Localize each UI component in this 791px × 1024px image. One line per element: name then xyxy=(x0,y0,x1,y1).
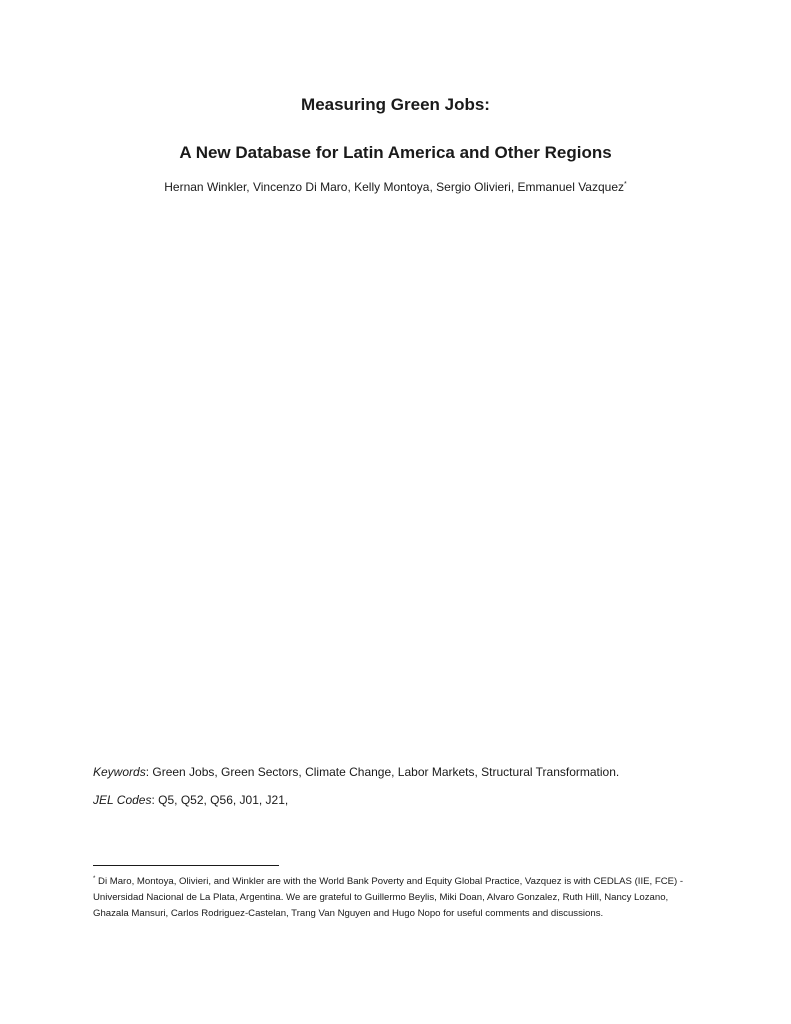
keywords-line xyxy=(93,765,713,779)
author-list xyxy=(0,180,791,194)
keywords-separator: : xyxy=(145,765,153,779)
jel-codes-label: JEL Codes xyxy=(93,793,152,807)
keywords-label: Keywords xyxy=(93,765,146,779)
footnote-text: Di Maro, Montoya, Olivieri, and Winkler are with the World Bank Poverty and Equity Global Practice, Vazquez is with CEDLAS (IIE, FCE) - Universidad Nacional de La Plata, Argentina. We are grateful to Guillermo Beylis, Miki Doan, Alvaro Gonzalez, Ruth Hill, Nancy Lozano, Ghazala Mansuri, Carlos Rodriguez-Castelan, Trang Van Nguyen and Hugo Nopo for useful comments and discussions. xyxy=(93,876,684,919)
footnote xyxy=(93,874,693,922)
footnote-marker: * xyxy=(93,875,96,882)
jel-codes-text: Q5, Q52, Q56, J01, J21, xyxy=(158,793,289,807)
keywords-text: Green Jobs, Green Sectors, Climate Change, Labor Markets, Structural Transformation. xyxy=(152,765,620,779)
paper-title-line1: Measuring Green Jobs: xyxy=(301,95,490,114)
jel-codes-line xyxy=(93,793,713,807)
author-footnote-marker: * xyxy=(624,181,627,188)
paper-title-line2: A New Database for Latin America and Other Regions xyxy=(179,143,612,162)
jel-codes-separator: : xyxy=(151,793,159,807)
author-names: Hernan Winkler, Vincenzo Di Maro, Kelly Montoya, Sergio Olivieri, Emmanuel Vazquez xyxy=(164,180,624,194)
footnote-divider xyxy=(93,865,279,866)
